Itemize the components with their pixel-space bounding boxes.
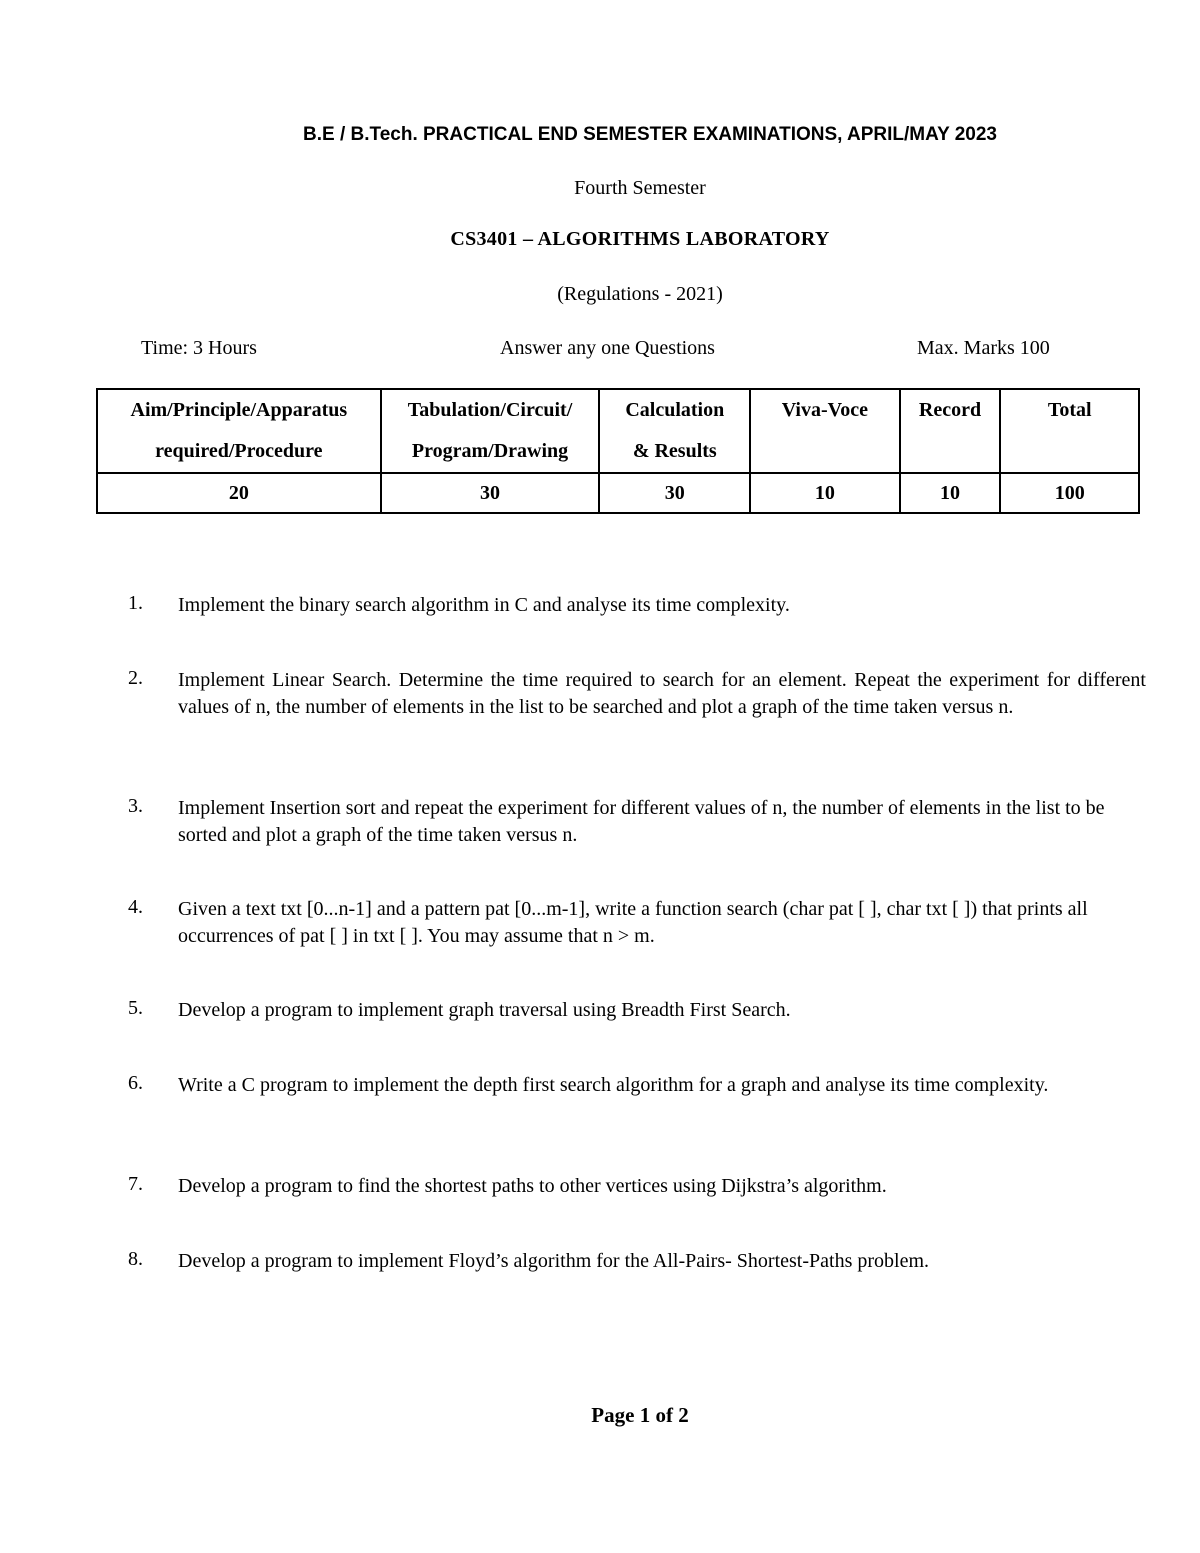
question-number: 5.: [128, 997, 143, 1019]
question-text: Write a C program to implement the depth first search algorithm for a graph and analyse its time complexity.: [178, 1074, 1049, 1096]
table-header-cell: Calculation & Results: [599, 389, 750, 473]
exam-title: B.E / B.Tech. PRACTICAL END SEMESTER EXAMINATIONS, APRIL/MAY 2023: [303, 124, 997, 145]
marks-table: [96, 388, 1140, 514]
table-cell: 20: [97, 473, 381, 513]
question-number: 8.: [128, 1248, 143, 1270]
table-header-cell: Viva-Voce: [750, 389, 899, 473]
marks-table-header-row: [97, 389, 1139, 473]
table-header-cell: Tabulation/Circuit/ Program/Drawing: [381, 389, 600, 473]
regulations-label: (Regulations - 2021): [557, 283, 723, 305]
table-cell: 30: [599, 473, 750, 513]
question-text: Develop a program to implement Floyd’s algorithm for the All-Pairs- Shortest-Paths problem.: [178, 1250, 929, 1272]
question-number: 7.: [128, 1173, 143, 1195]
exam-instruction: Answer any one Questions: [500, 337, 715, 359]
table-cell: 30: [381, 473, 600, 513]
table-cell: 100: [1000, 473, 1139, 513]
question-number: 4.: [128, 896, 143, 918]
table-cell: 10: [750, 473, 899, 513]
question-text: Develop a program to implement graph traversal using Breadth First Search.: [178, 999, 791, 1021]
question-number: 1.: [128, 592, 143, 614]
question-text: Implement Linear Search. Determine the time required to search for an element. Repeat the experiment for different values of n, the number of elements in the list to be searched and plot a graph of the time taken versus n.: [178, 669, 1146, 718]
question-number: 3.: [128, 795, 143, 817]
question-text: Implement the binary search algorithm in C and analyse its time complexity.: [178, 594, 790, 616]
table-header-cell: Record: [900, 389, 1001, 473]
table-header-cell: Total: [1000, 389, 1139, 473]
question-number: 6.: [128, 1072, 143, 1094]
marks-table-values-row: [97, 473, 1139, 513]
question-text: Implement Insertion sort and repeat the experiment for different values of n, the number of elements in the list to be sorted and plot a graph of the time taken versus n.: [178, 797, 1105, 846]
table-header-cell: Aim/Principle/Apparatus required/Procedure: [97, 389, 381, 473]
course-title: CS3401 – ALGORITHMS LABORATORY: [450, 228, 830, 250]
page-number: Page 1 of 2: [591, 1403, 689, 1427]
question-number: 2.: [128, 667, 143, 689]
semester-label: Fourth Semester: [574, 177, 706, 199]
question-text: Develop a program to find the shortest paths to other vertices using Dijkstra’s algorithm.: [178, 1175, 887, 1197]
exam-duration: Time: 3 Hours: [141, 337, 257, 359]
question-text: Given a text txt [0...n-1] and a pattern pat [0...m-1], write a function search (char pat [ ], char txt [ ]) that prints all occurrences of pat [ ] in txt [ ]. You may assume that n > m.: [178, 898, 1088, 947]
table-cell: 10: [900, 473, 1001, 513]
max-marks: Max. Marks 100: [917, 337, 1050, 359]
